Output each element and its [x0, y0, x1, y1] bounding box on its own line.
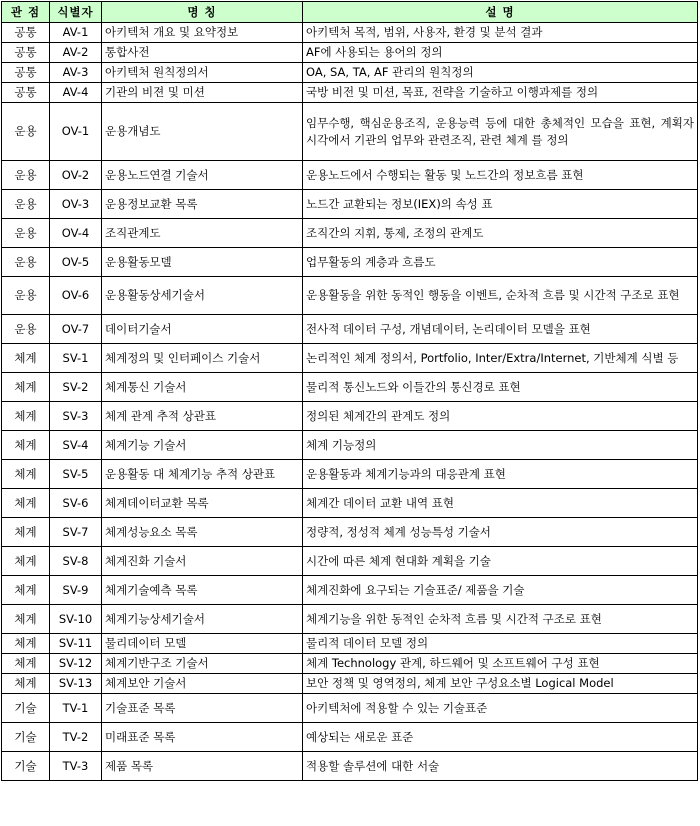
row-description-cell: 정량적, 정성적 체계 성능특성 기술서 [303, 518, 698, 547]
row-description-cell: 운용활동을 위한 동적인 행동을 이벤트, 순차적 흐름 및 시간적 구조로 표현 [303, 277, 698, 315]
row-identifier-cell: SV-3 [50, 402, 102, 431]
row-identifier-cell: OV-1 [50, 103, 102, 161]
row-name-cell: 데이터기술서 [102, 315, 303, 344]
row-identifier-cell: SV-11 [50, 634, 102, 654]
header-name: 명 칭 [102, 2, 303, 23]
row-name-cell: 물리데이터 모델 [102, 634, 303, 654]
row-description-cell: 노드간 교환되는 정보(IEX)의 속성 표 [303, 190, 698, 219]
architecture-products-table [1, 1, 698, 781]
header-description: 설 명 [303, 2, 698, 23]
row-description-cell: 체계 기능정의 [303, 431, 698, 460]
row-description-cell: 체계간 데이터 교환 내역 표현 [303, 489, 698, 518]
row-description-cell: 물리적 통신노드와 이들간의 통신경로 표현 [303, 373, 698, 402]
table-row [2, 43, 698, 63]
row-description-cell: 체계진화에 요구되는 기술표준/ 제품을 기술 [303, 576, 698, 605]
row-description-cell: 물리적 데이터 모델 정의 [303, 634, 698, 654]
row-name-cell: 체계데이터교환 목록 [102, 489, 303, 518]
row-view-cell: 체계 [2, 674, 50, 694]
table-row [2, 489, 698, 518]
row-identifier-cell: SV-4 [50, 431, 102, 460]
header-identifier: 식별자 [50, 2, 102, 23]
row-description-cell: 조직간의 지휘, 통제, 조정의 관계도 [303, 219, 698, 248]
row-name-cell: 기관의 비젼 및 미션 [102, 83, 303, 103]
row-view-cell: 체계 [2, 547, 50, 576]
row-view-cell: 공통 [2, 23, 50, 43]
row-view-cell: 기술 [2, 694, 50, 723]
row-identifier-cell: OV-3 [50, 190, 102, 219]
row-identifier-cell: TV-3 [50, 752, 102, 781]
row-view-cell: 공통 [2, 83, 50, 103]
row-identifier-cell: OV-6 [50, 277, 102, 315]
row-identifier-cell: OV-7 [50, 315, 102, 344]
row-view-cell: 체계 [2, 460, 50, 489]
table-header-row [2, 2, 698, 23]
row-description-cell: 정의된 체계간의 관계도 정의 [303, 402, 698, 431]
table-row [2, 431, 698, 460]
row-description-cell: 운용활동과 체계기능과의 대응관계 표현 [303, 460, 698, 489]
row-identifier-cell: SV-5 [50, 460, 102, 489]
row-identifier-cell: SV-1 [50, 344, 102, 373]
row-view-cell: 공통 [2, 43, 50, 63]
table-row [2, 605, 698, 634]
table-row [2, 723, 698, 752]
table-row [2, 402, 698, 431]
row-name-cell: 운용활동상세기술서 [102, 277, 303, 315]
table-row [2, 547, 698, 576]
row-identifier-cell: SV-6 [50, 489, 102, 518]
row-name-cell: 운용노드연결 기술서 [102, 161, 303, 190]
row-description-cell: 체계 Technology 관계, 하드웨어 및 소프트웨어 구성 표현 [303, 654, 698, 674]
table-row [2, 248, 698, 277]
row-view-cell: 운용 [2, 277, 50, 315]
header-view: 관 점 [2, 2, 50, 23]
row-name-cell: 기술표준 목록 [102, 694, 303, 723]
table-row [2, 634, 698, 654]
row-view-cell: 체계 [2, 654, 50, 674]
row-description-cell: 적용할 솔루션에 대한 서술 [303, 752, 698, 781]
row-view-cell: 체계 [2, 402, 50, 431]
row-name-cell: 조직관계도 [102, 219, 303, 248]
row-name-cell: 운용개념도 [102, 103, 303, 161]
row-identifier-cell: TV-1 [50, 694, 102, 723]
row-name-cell: 운용정보교환 목록 [102, 190, 303, 219]
table-row [2, 654, 698, 674]
row-identifier-cell: SV-8 [50, 547, 102, 576]
row-identifier-cell: AV-2 [50, 43, 102, 63]
row-description-cell: 전사적 데이터 구성, 개념데이터, 논리데이터 모델을 표현 [303, 315, 698, 344]
row-identifier-cell: SV-2 [50, 373, 102, 402]
row-name-cell: 체계 관계 추적 상관표 [102, 402, 303, 431]
row-identifier-cell: OV-4 [50, 219, 102, 248]
row-description-cell: AF에 사용되는 용어의 정의 [303, 43, 698, 63]
row-name-cell: 아키텍처 원칙정의서 [102, 63, 303, 83]
row-name-cell: 체계보안 기술서 [102, 674, 303, 694]
row-view-cell: 기술 [2, 723, 50, 752]
table-row [2, 674, 698, 694]
row-description-cell: 보안 정책 및 영역정의, 체계 보안 구성요소별 Logical Model [303, 674, 698, 694]
row-description-cell: 국방 비전 및 미션, 목표, 전략을 기술하고 이행과제를 정의 [303, 83, 698, 103]
row-identifier-cell: AV-4 [50, 83, 102, 103]
row-identifier-cell: OV-5 [50, 248, 102, 277]
row-view-cell: 체계 [2, 373, 50, 402]
row-description-cell: 아키텍처 목적, 범위, 사용자, 환경 및 분석 결과 [303, 23, 698, 43]
row-description-cell: 운용노드에서 수행되는 활동 및 노드간의 정보흐름 표현 [303, 161, 698, 190]
row-description-cell: 논리적인 체계 정의서, Portfolio, Inter/Extra/Internet, 기반체계 식별 등 [303, 344, 698, 373]
row-view-cell: 체계 [2, 431, 50, 460]
row-name-cell: 운용활동 대 체계기능 추적 상관표 [102, 460, 303, 489]
table-row [2, 576, 698, 605]
table-row [2, 460, 698, 489]
row-view-cell: 체계 [2, 518, 50, 547]
table-row [2, 373, 698, 402]
row-identifier-cell: SV-9 [50, 576, 102, 605]
table-row [2, 752, 698, 781]
row-identifier-cell: SV-12 [50, 654, 102, 674]
table-body [2, 23, 698, 781]
table-row [2, 315, 698, 344]
row-view-cell: 기술 [2, 752, 50, 781]
row-view-cell: 운용 [2, 190, 50, 219]
row-identifier-cell: AV-3 [50, 63, 102, 83]
row-name-cell: 체계기능 기술서 [102, 431, 303, 460]
row-identifier-cell: SV-10 [50, 605, 102, 634]
row-name-cell: 체계기능상세기술서 [102, 605, 303, 634]
row-view-cell: 체계 [2, 576, 50, 605]
row-view-cell: 체계 [2, 605, 50, 634]
table-row [2, 161, 698, 190]
row-view-cell: 운용 [2, 103, 50, 161]
table-row [2, 63, 698, 83]
table-row [2, 344, 698, 373]
row-name-cell: 미래표준 목록 [102, 723, 303, 752]
row-description-cell: 체계기능을 위한 동적인 순차적 흐름 및 시간적 구조로 표현 [303, 605, 698, 634]
row-name-cell: 체계통신 기술서 [102, 373, 303, 402]
table-row [2, 694, 698, 723]
row-view-cell: 운용 [2, 248, 50, 277]
table-row [2, 190, 698, 219]
table-row [2, 277, 698, 315]
table-row [2, 23, 698, 43]
row-name-cell: 체계정의 및 인터페이스 기술서 [102, 344, 303, 373]
row-description-cell: 시간에 따른 체계 현대화 계획을 기술 [303, 547, 698, 576]
row-name-cell: 체계성능요소 목록 [102, 518, 303, 547]
table-row [2, 518, 698, 547]
row-identifier-cell: TV-2 [50, 723, 102, 752]
row-view-cell: 운용 [2, 161, 50, 190]
row-identifier-cell: SV-13 [50, 674, 102, 694]
row-identifier-cell: AV-1 [50, 23, 102, 43]
row-view-cell: 체계 [2, 344, 50, 373]
architecture-products-table-wrapper [1, 1, 697, 781]
table-row [2, 83, 698, 103]
row-view-cell: 공통 [2, 63, 50, 83]
row-description-cell: 임무수행, 핵심운용조직, 운용능력 등에 대한 총체적인 모습을 표현, 계획자 시각에서 기관의 업무와 관련조직, 관련 체계 를 정의 [303, 103, 698, 161]
row-name-cell: 체계기술예측 목록 [102, 576, 303, 605]
table-row [2, 219, 698, 248]
row-identifier-cell: SV-7 [50, 518, 102, 547]
row-view-cell: 운용 [2, 219, 50, 248]
row-name-cell: 운용활동모델 [102, 248, 303, 277]
row-view-cell: 운용 [2, 315, 50, 344]
row-name-cell: 통합사전 [102, 43, 303, 63]
row-name-cell: 체계기반구조 기술서 [102, 654, 303, 674]
table-row [2, 103, 698, 161]
row-name-cell: 아키텍처 개요 및 요약정보 [102, 23, 303, 43]
row-description-cell: 업무활동의 계층과 흐름도 [303, 248, 698, 277]
row-description-cell: 아키텍처에 적용할 수 있는 기술표준 [303, 694, 698, 723]
row-description-cell: OA, SA, TA, AF 관리의 원칙정의 [303, 63, 698, 83]
row-name-cell: 제품 목록 [102, 752, 303, 781]
row-name-cell: 체계진화 기술서 [102, 547, 303, 576]
row-description-cell: 예상되는 새로운 표준 [303, 723, 698, 752]
row-identifier-cell: OV-2 [50, 161, 102, 190]
row-view-cell: 체계 [2, 489, 50, 518]
row-view-cell: 체계 [2, 634, 50, 654]
